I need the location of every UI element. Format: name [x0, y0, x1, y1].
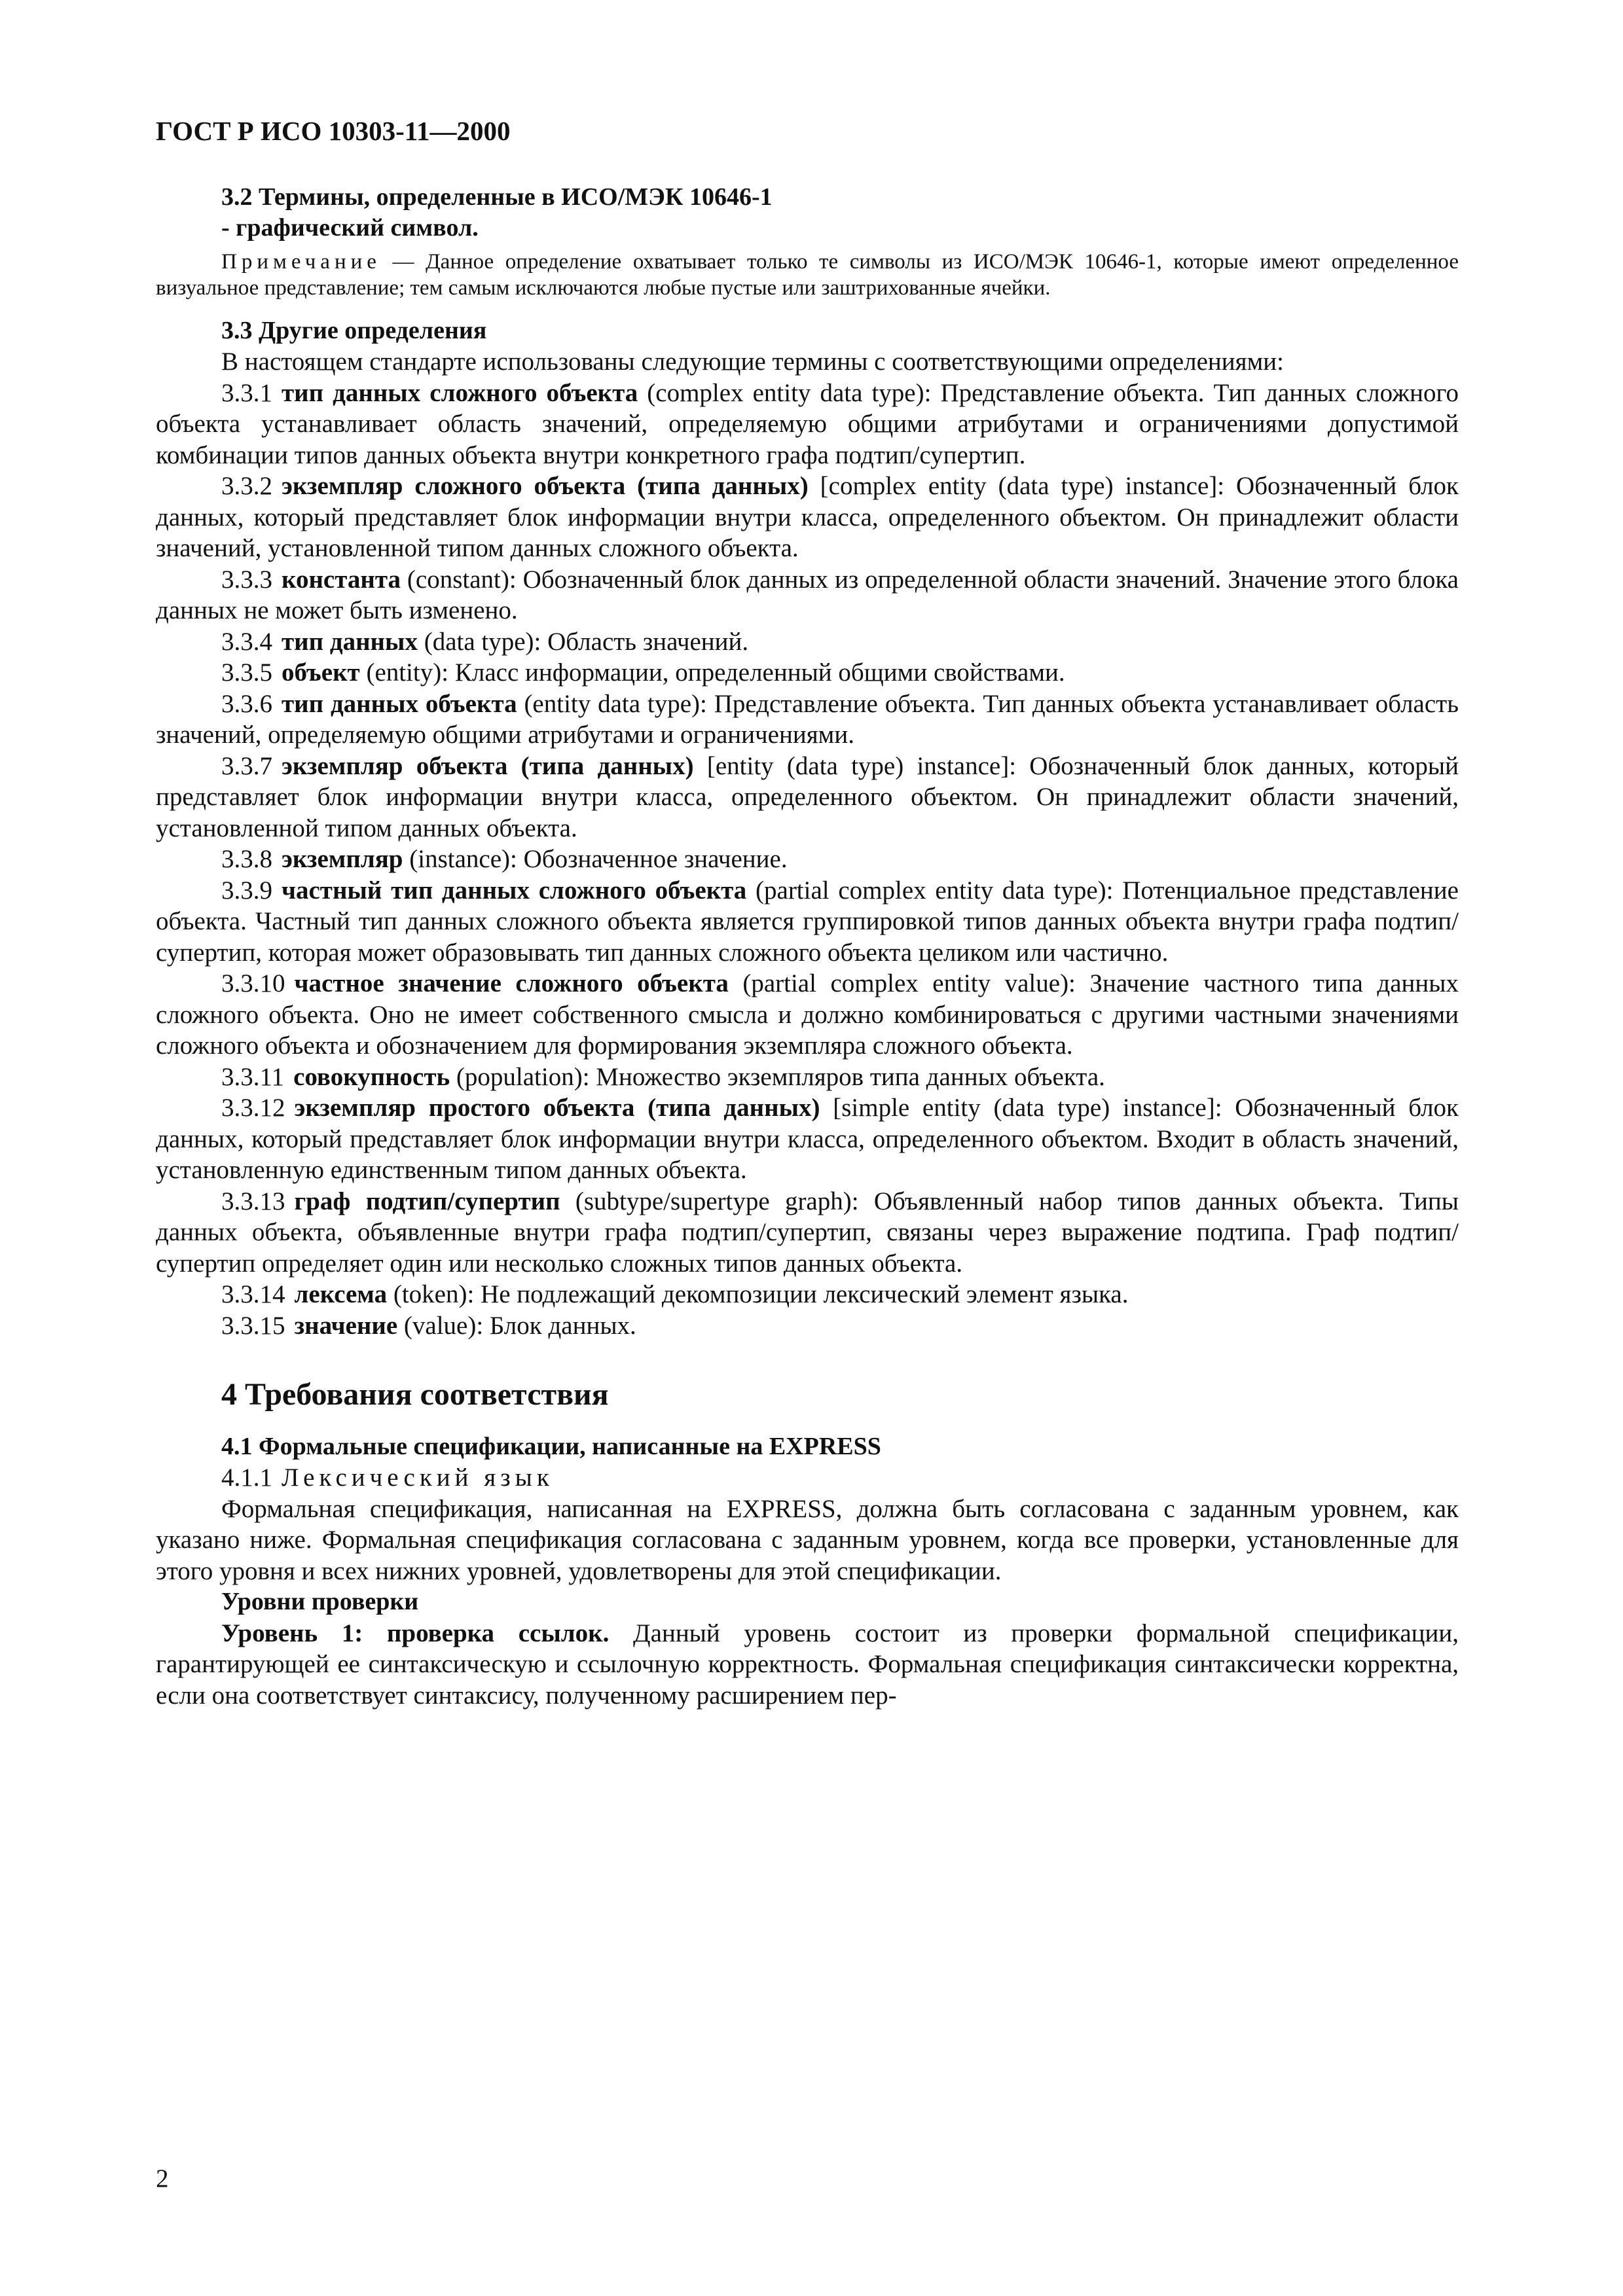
definition-term: экземпляр сложного объекта (типа данных) [282, 472, 809, 500]
document-page [156, 111, 1459, 1711]
definition-term: лексема [294, 1280, 388, 1308]
definition-text: [complex entity (data type) instance]: Обозначенный блок данных, который представляет блок информации внутри класса, определенного объектом. Он принадлежит области значений, установленной типом данных сложного объекта. [156, 472, 1459, 562]
definition-number: 3.3.1 [221, 378, 272, 407]
section-4-1-1-title: Лексический язык [282, 1463, 554, 1492]
running-header: ГОСТ Р ИСО 10303-11—2000 [156, 116, 511, 146]
definition-item [156, 1279, 1459, 1310]
definition-text: (entity): Класс информации, определенный общими свойствами. [359, 658, 1065, 687]
definition-item [156, 564, 1459, 626]
definition-item [156, 1310, 1459, 1342]
definition-list [156, 378, 1459, 1342]
definition-text: [entity (data type) instance]: Обозначенный блок данных, который представляет блок информации внутри класса, определенного объектом. Он принадлежит области значений, установленной типом данных объекта. [156, 751, 1459, 842]
definition-text: (complex entity data type): Представление объекта. Тип данных сложного объекта устанавливает область значений, определяемую общими атрибутами и ограничениями допустимой комбинации типов данных объекта внутри конкретного графа подтип/супертип. [156, 378, 1459, 469]
definition-text: (population): Множество экземпляров типа данных объекта. [450, 1062, 1105, 1091]
definition-number: 3.3.8 [221, 845, 272, 873]
paragraph: Формальная спецификация, написанная на EXPRESS, должна быть согласована с заданным уровнем, как указано ниже. Формальная спецификация согласована с заданным уровнем, когда все проверки, установленные для этого уровня и всех нижних уровней, удовлетворены для этой спецификации. [156, 1494, 1459, 1585]
level-1-paragraph [156, 1618, 1459, 1712]
definition-text: [simple entity (data type) instance]: Обозначенный блок данных, который представляет блок информации внутри класса, определенного объектом. Входит в область значений, установленную единственным типом данных объекта. [156, 1094, 1459, 1184]
definition-item [156, 626, 1459, 658]
definition-text: (partial complex entity data type): Потенциальное представление объекта. Частный тип данных сложного объекта является группировкой типов данных объекта внутри графа подтип/супертип, которая может образовывать тип данных сложного объекта целиком или частично. [156, 876, 1459, 967]
definition-item [156, 657, 1459, 689]
definition-number: 3.3.15 [221, 1311, 285, 1340]
definition-text: (instance): Обозначенное значение. [403, 845, 788, 873]
definition-term: тип данных объекта [282, 689, 517, 718]
definition-term: значение [294, 1311, 398, 1340]
level-1-text: Данный уровень состоит из проверки формальной спецификации, гарантирующей ее синтаксическую и ссылочную корректность. Формальная спецификация синтаксически корректна, если она соответствует синтаксису, полученному расширением пер- [156, 1619, 1459, 1710]
definition-term: частный тип данных сложного объекта [282, 876, 747, 905]
section-3-2-title: 3.2 Термины, определенные в ИСО/МЭК 10646-1 [221, 183, 773, 211]
definition-text: (entity data type): Представление объекта. Тип данных объекта устанавливает область значений, определяемую общими атрибутами и ограничениями. [156, 689, 1459, 749]
definition-term: экземпляр объекта (типа данных) [282, 751, 694, 780]
definition-term: экземпляр [282, 845, 403, 873]
definition-text: (partial complex entity value): Значение частного типа данных сложного объекта. Оно не имеет собственного смысла и должно комбинироваться с другими частными значениями сложного объекта и обозначением для формирования экземпляра сложного объекта. [156, 969, 1459, 1060]
definition-text: (subtype/supertype graph): Объявленный набор типов данных объекта. Типы данных объекта, объявленные внутри графа подтип/супертип, связаны через выражение подтипа. Граф подтип/супертип определяет один или несколько сложных типов данных объекта. [156, 1187, 1459, 1278]
level-1-label: Уровень 1: проверка ссылок. [221, 1619, 610, 1647]
definition-text: (value): Блок данных. [397, 1311, 636, 1340]
section-4-1-1-number: 4.1.1 [221, 1463, 272, 1492]
definition-number: 3.3.12 [221, 1094, 285, 1122]
definition-number: 3.3.7 [221, 751, 272, 780]
definition-item [156, 1186, 1459, 1280]
definition-number: 3.3.2 [221, 472, 272, 500]
definition-number: 3.3.9 [221, 876, 272, 905]
page-number: 2 [156, 2164, 169, 2193]
chapter-4-title: 4 Требования соответствия [221, 1377, 609, 1412]
definition-item [156, 844, 1459, 875]
definition-item [156, 378, 1459, 471]
definition-number: 3.3.11 [221, 1062, 285, 1091]
section-4-1-1-heading [156, 1462, 1459, 1494]
definition-item [156, 1092, 1459, 1186]
definition-number: 3.3.5 [221, 658, 272, 687]
section-4-1-title: 4.1 Формальные спецификации, написанные на EXPRESS [221, 1433, 881, 1460]
definition-item [156, 968, 1459, 1062]
definition-number: 3.3.13 [221, 1187, 285, 1215]
definition-item [156, 875, 1459, 969]
definition-term: константа [282, 565, 401, 594]
definition-term: граф подтип/супертип [294, 1187, 560, 1215]
definition-number: 3.3.6 [221, 689, 272, 718]
definition-item [156, 751, 1459, 844]
definition-term: тип данных сложного объекта [282, 378, 638, 407]
section-3-2-heading [156, 182, 1459, 243]
definition-term: частное значение сложного объекта [294, 969, 729, 997]
note-label: Примечание [221, 250, 381, 274]
levels-heading: Уровни проверки [221, 1588, 419, 1615]
definition-term: совокупность [293, 1062, 450, 1091]
definition-item [156, 1062, 1459, 1093]
definition-text: (token): Не подлежащий декомпозиции лексический элемент языка. [387, 1280, 1129, 1308]
section-3-3-intro: В настоящем стандарте использованы следующие термины с соответствующими определениями: [221, 348, 1284, 376]
definition-term: объект [282, 658, 360, 687]
note-text: — Данное определение охватывает только те символы из ИСО/МЭК 10646-1, которые имеют определенное визуальное представление; тем самым исключаются любые пустые или заштрихованные ячейки. [156, 250, 1459, 300]
definition-item [156, 689, 1459, 751]
definition-number: 3.3.4 [221, 627, 272, 656]
definition-number: 3.3.10 [221, 969, 285, 997]
section-3-3-title: 3.3 Другие определения [221, 317, 487, 344]
definition-text: (constant): Обозначенный блок данных из определенной области значений. Значение этого блока данных не может быть изменено. [156, 565, 1459, 624]
definition-item [156, 471, 1459, 564]
definition-term: тип данных [282, 627, 418, 656]
definition-number: 3.3.14 [221, 1280, 285, 1308]
definition-text: (data type): Область значений. [417, 627, 749, 656]
section-3-2-subtitle: - графический символ. [221, 214, 479, 242]
definition-number: 3.3.3 [221, 565, 272, 594]
definition-term: экземпляр простого объекта (типа данных) [294, 1094, 820, 1122]
note-paragraph [156, 249, 1459, 301]
